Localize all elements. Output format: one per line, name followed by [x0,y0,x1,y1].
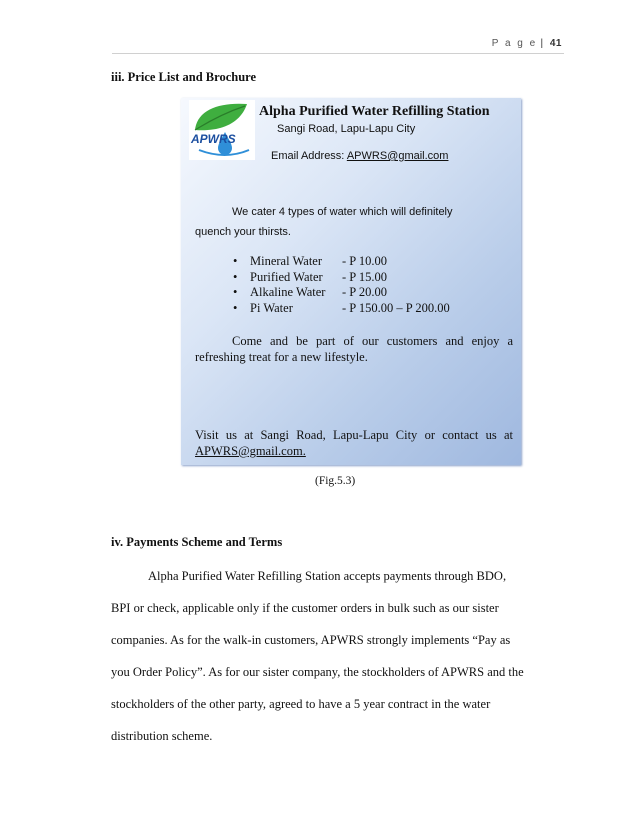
leaf-drop-logo-icon [189,100,255,160]
paragraph-line: companies. As for the walk-in customers, APWRS strongly implements “Pay as [111,633,511,647]
brochure-visit [195,427,513,459]
price-item: • Purified Water - P 15.00 [233,269,388,284]
header-rule [112,53,564,54]
email-link[interactable]: APWRS@gmail.com [346,150,449,162]
page-number: 41 [549,38,562,49]
page-label: P a g e [491,38,538,49]
price-item-name: Mineral Water [250,254,322,268]
price-item: • Alkaline Water - P 20.00 [233,285,388,299]
brochure [181,98,521,465]
brochure-title: Alpha Purified Water Refilling Station [259,104,490,119]
page-separator: | [540,38,544,49]
apwrs-logo [189,100,255,160]
brochure-intro [195,202,505,242]
intro-line-1: We cater 4 types of water which will definitely [232,206,453,218]
brochure-address: Sangi Road, Lapu-Lapu City [277,123,416,135]
price-item-price: - P 20.00 [342,285,388,299]
intro-line-2: quench your thirsts. [195,226,291,238]
price-item-name: Alkaline Water [250,285,326,299]
figure-caption: (Fig.5.3) [315,475,356,487]
section-heading-price-list: iii. Price List and Brochure [111,70,257,84]
price-item-name: Pi Water [250,300,293,315]
price-item: • Mineral Water - P 10.00 [233,254,388,268]
paragraph-line: distribution scheme. [111,729,213,743]
email-label: Email Address: [271,150,347,162]
paragraph-line: you Order Policy”. As for our sister company, the stockholders of APWRS and the [111,665,524,679]
payments-paragraph [111,560,563,752]
price-item: • Pi Water - P 150.00 – P 200.00 [233,300,450,315]
price-item-price: - P 10.00 [342,254,388,268]
visit-text: Visit us at Sangi Road, Lapu-Lapu City or contact us at [195,428,513,442]
page-header [492,38,562,49]
paragraph-line: Alpha Purified Water Refilling Station accepts payments through BDO, [148,569,507,583]
paragraph-line: BPI or check, applicable only if the customer orders in bulk such as our sister [111,601,499,615]
price-item-price: - P 150.00 – P 200.00 [342,300,450,315]
price-list [233,254,450,316]
brochure-invitation [195,333,513,365]
invitation-text: Come and be part of our customers and enjoy a refreshing treat for a new lifestyle. [195,334,513,364]
logo-text: APWRS [191,132,236,146]
visit-email-link[interactable]: APWRS@gmail.com. [195,444,306,458]
section-heading-payments: iv. Payments Scheme and Terms [111,535,283,549]
price-item-price: - P 15.00 [342,269,388,284]
paragraph-line: stockholders of the other party, agreed to have a 5 year contract in the water [111,697,491,711]
price-item-name: Purified Water [250,269,323,284]
brochure-email [271,150,448,162]
